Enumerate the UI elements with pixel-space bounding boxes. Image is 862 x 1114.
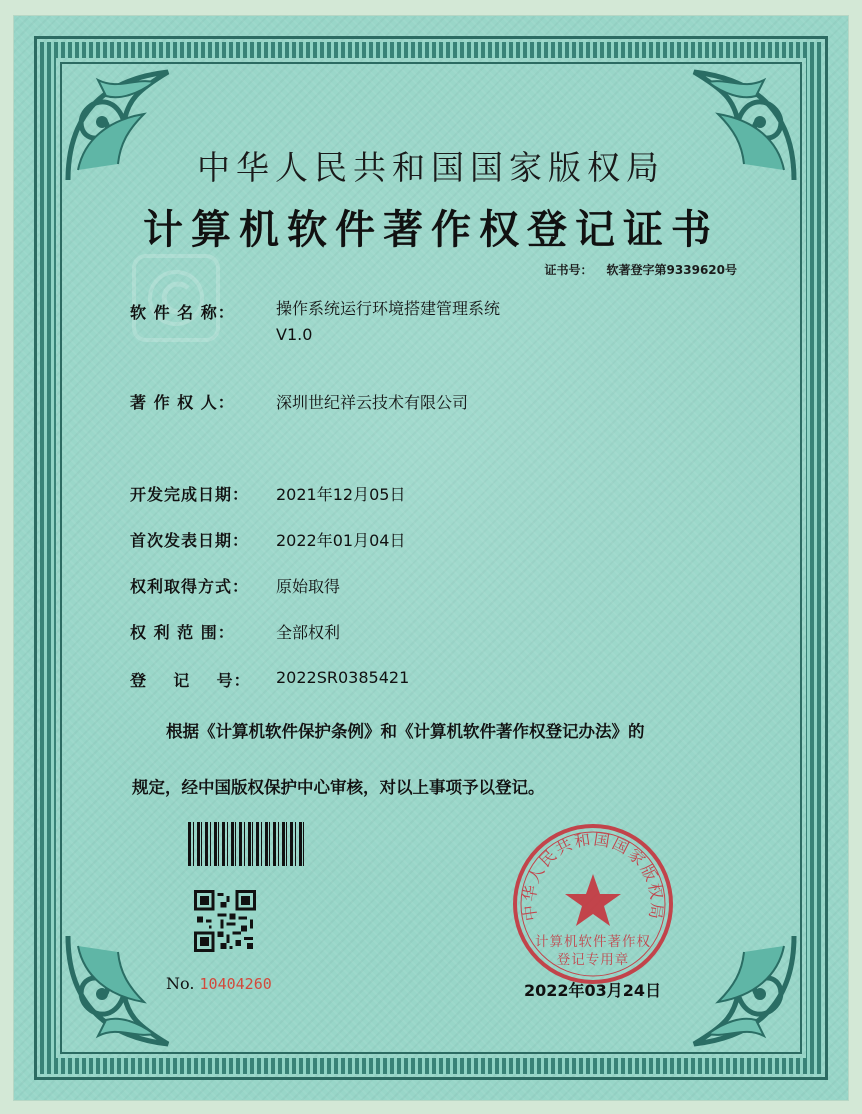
rights-acquisition-value: 原始取得: [276, 577, 341, 596]
serial-prefix: No.: [166, 974, 195, 993]
official-seal: [511, 822, 675, 986]
field-rights-scope: [130, 620, 340, 643]
statement-line-2: 规定，经中国版权保护中心审核，对以上事项予以登记。: [132, 778, 545, 797]
field-rights-acquisition: [130, 574, 340, 597]
field-first-publish-date: [130, 528, 405, 551]
certificate-number-value: 软著登字第9339620号: [606, 263, 737, 277]
field-copyright-holder: [130, 390, 468, 413]
field-dev-completion-date: [130, 482, 405, 505]
rights-scope-value: 全部权利: [276, 623, 341, 642]
seal-star-icon: [565, 874, 621, 926]
statement-line-1: 根据《计算机软件保护条例》和《计算机软件著作权登记办法》的: [166, 722, 645, 741]
serial-number: [166, 974, 272, 993]
seal-inner-line-1: 计算机软件著作权: [535, 934, 651, 950]
copyright-holder-label: 著 作 权 人：: [130, 393, 235, 412]
first-publish-date-value: 2022年01月04日: [276, 531, 406, 550]
rights-scope-label: 权 利 范 围：: [130, 623, 235, 642]
rights-acquisition-label: 权利取得方式：: [130, 577, 250, 596]
barcode: [188, 822, 306, 866]
corner-ornament-bottom-right: [674, 926, 804, 1056]
copyright-holder-value: 深圳世纪祥云技术有限公司: [276, 393, 469, 412]
qr-code: [194, 890, 256, 952]
dev-completion-date-value: 2021年12月05日: [276, 485, 406, 504]
software-version-value: V1.0: [276, 325, 313, 344]
issue-date: 2022年03月24日: [524, 981, 662, 1000]
registration-statement: [132, 704, 752, 816]
registration-no-value: 2022SR0385421: [276, 668, 410, 687]
seal-inner-line-2: 登记专用章: [556, 952, 630, 968]
field-registration-no: [130, 668, 409, 691]
software-name-label: 软 件 名 称：: [130, 303, 235, 322]
certificate-number: [545, 261, 737, 278]
certificate-number-label: 证书号：: [544, 263, 593, 277]
certificate-title: 计算机软件著作权登记证书: [143, 206, 719, 253]
software-name-value: 操作系统运行环境搭建管理系统: [276, 299, 501, 318]
serial-number-value: 10404260: [199, 975, 272, 993]
field-software-name: [130, 300, 500, 348]
seal-ring-text: 中华人民共和国国家版权局: [519, 829, 667, 923]
issuing-authority: 中华人民共和国国家版权局: [197, 148, 665, 187]
first-publish-date-label: 首次发表日期：: [130, 531, 250, 550]
dev-completion-date-label: 开发完成日期：: [130, 485, 250, 504]
registration-no-label: 登 记 号：: [130, 671, 251, 690]
